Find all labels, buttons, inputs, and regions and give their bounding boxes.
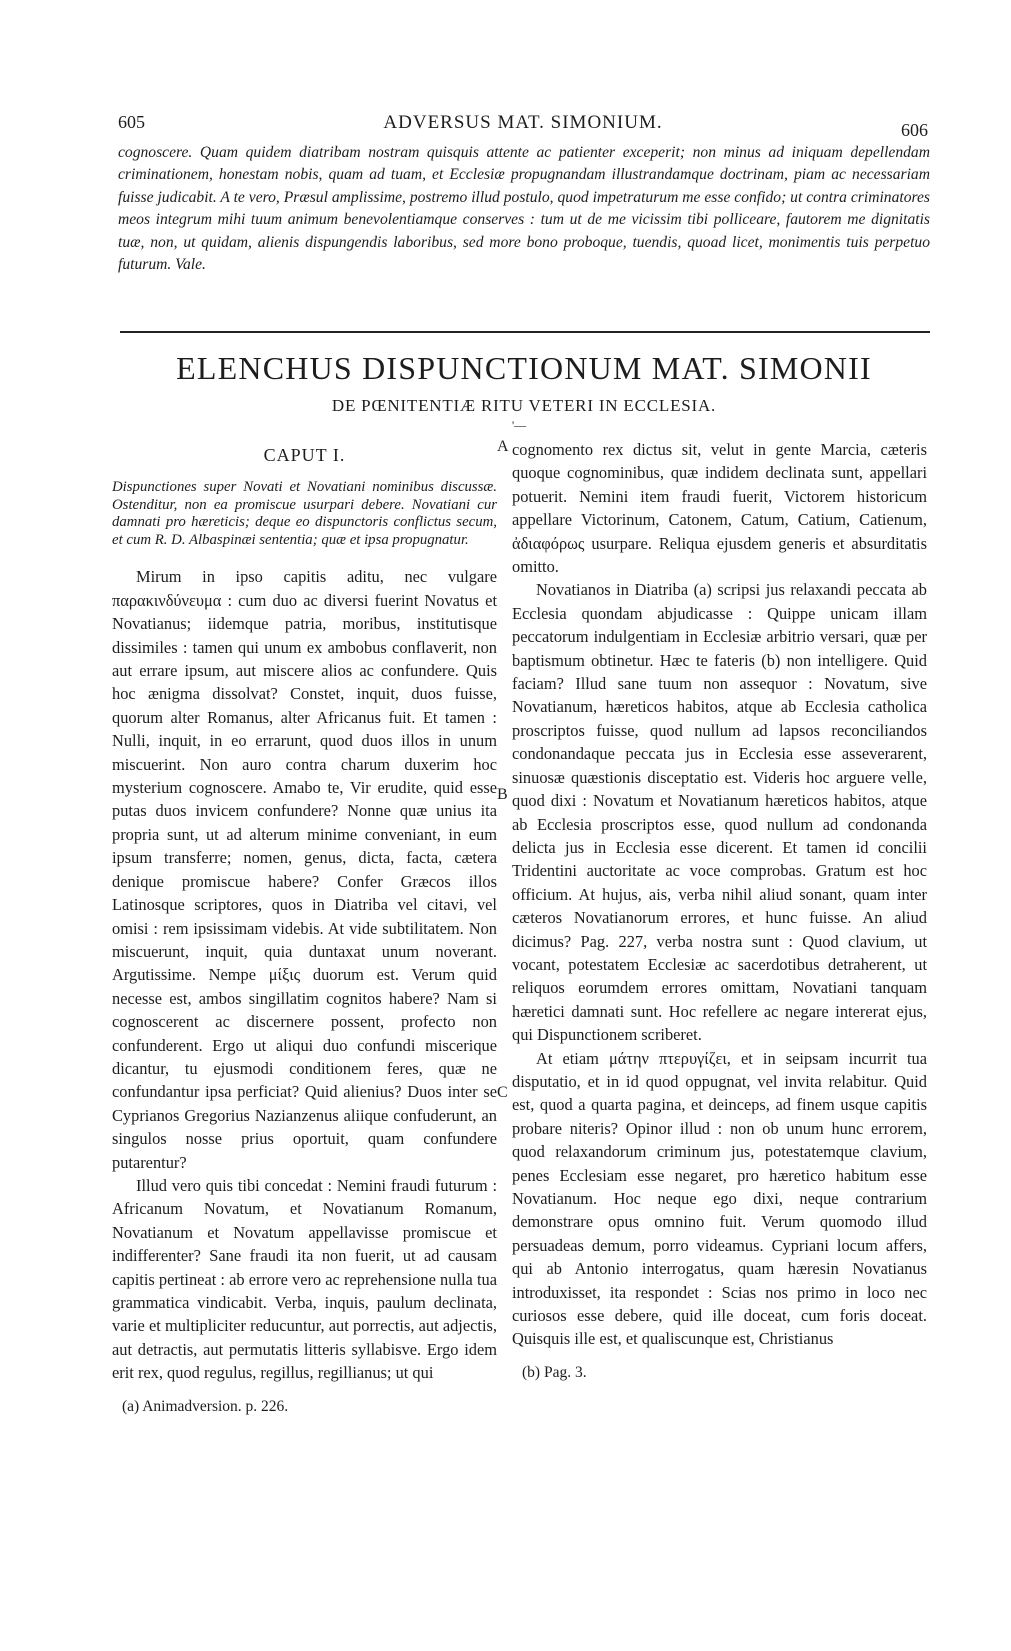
section-divider	[120, 331, 930, 333]
margin-letter-b: B	[497, 786, 508, 803]
margin-letter-c: C	[497, 1084, 508, 1101]
section-title: ELENCHUS DISPUNCTIONUM MAT. SIMONII	[176, 350, 872, 386]
left-paragraph-1: Mirum in ipso capitis aditu, nec vulgare παρακινδύνευμα : cum duo ac diversi fuerint Novatus et Novatianus; iidemque patria, moribus, institutisque dissimiles : tamen qui unum ex ambobus conflaverit, non aut errare ipsum, aut miscere alios ac confundere. Quis hoc ænigma dissolvat? Constet, inquit, duos fuisse, quorum alter Romanus, alter Africanus fuit. Et tamen : Nulli, inquit, in eo errarunt, quod duos illos in unum miscuerint. Non auro contra charum duxerim hoc mysterium cognoscere. Amabo te, Vir erudite, quid esse putas duos invicem confundere? Nonne quæ unius ita propria sunt, ut ad alterum minime conveniant, in eum ipsum transferre; nomen, genus, dicta, facta, cætera denique promiscue habere? Confer Græcos illos Latinosque scriptores, quos in Diatriba vel citavi, vel omisi : rem ipsissimam videbis. At vide subtilitatem. Non miscuerunt, inquit, quia duntaxat unum noverant. Argutissime. Nempe μίξις duorum est. Verum quid necesse est, ambos singillatim cognitos habere? Nam si cognoscerent ac discernere possent, profecto non confunderent. Ergo ut aliqui duo confundi miscerique dicantur, tu ejusmodi conditionem feres, quæ ne confundantur ipsa perficiat? Quid alienius? Duos inter se Cyprianos Gregorius Nazianzenus aliique confuderunt, an singulos nosse prius oportuit, quam confundere putarentur?	[112, 567, 497, 1172]
chapter-heading: CAPUT I.	[263, 445, 346, 465]
margin-letter-a: A	[497, 438, 509, 455]
page-number-left: 605	[118, 112, 145, 132]
ornament-mark: '—	[512, 418, 527, 432]
chapter-summary: Dispunctiones super Novati et Novatiani nominibus discussæ. Ostenditur, non ea promiscue usurpari debere. Novatiani cur damnati pro hæreticis; deque eo dispunctoris conflictus secum, et cum R. D. Albaspinæi sententia; quæ et ipsa propugnatur.	[112, 479, 497, 548]
right-paragraph-1: cognomento rex dictus sit, velut in gente Marcia, cæteris quoque cognominibus, quæ indidem declinata sunt, appellari potuerit. Nemini item fraudi fuerit, Victorem historicum appellare Victorinum, Catonem, Catum, Catium, Catienum, ἀδιαφόρως usurpare. Reliqua ejusdem generis et absurditatis omitto.	[512, 440, 927, 577]
footnote-b: (b) Pag. 3.	[522, 1363, 587, 1381]
page-number-right: 606	[901, 120, 928, 140]
running-header	[118, 112, 928, 142]
running-title: ADVERSUS MAT. SIMONIUM.	[383, 112, 663, 133]
footnote-a: (a) Animadversion. p. 226.	[122, 1397, 289, 1415]
intro-paragraph: cognoscere. Quam quidem diatribam nostram quisquis attente ac patienter exceperit; non minus ad iniquam depellendam criminationem, honestam nobis, quam ad tuam, et Ecclesiæ propugnandam illustrandamque doctrinam, piam ac necessariam fuisse judicabit. A te vero, Præsul amplissime, postremo illud postulo, quod impetraturum me esse confido; ut contra criminatores meos integrum mihi tuum animum benevolentiamque conserves : tum ut de me vicissim tibi polliceare, fautorem me dignitatis tuæ, non, ut quidam, alienis dispungendis laboribus, sed more bono proboque, tuendis, quoad licet, monimentis tuis perpetuo futurum. Vale.	[118, 144, 930, 274]
right-paragraph-3: At etiam μάτην πτερυγίζει, et in seipsam incurrit tua disputatio, et in id quod oppugnat, vel invita relabitur. Quid est, quod a quarta pagina, et deinceps, ad finem usque capitis probare niteris? Opinor illud : non ob unum hunc errorem, quod relaxandorum criminum jus, potestatemque clavium, penes Ecclesiam esse negaret, pro hæretico habitum esse Novatianum. Hoc neque ego dixi, neque contrarium demonstrare opus omnino fuit. Verum quomodo illud persuadeas demum, porro videamus. Cypriani locum affers, qui ab Antonio interrogatus, quam hæresin Novatianus introduxisset, ita respondet : Scias nos primo in loco nec curiosos esse debere, quid ille doceat, cum foris doceat. Quisquis ille est, et qualiscunque est, Christianus	[512, 1048, 927, 1349]
right-column	[512, 438, 927, 1384]
section-subtitle: DE PŒNITENTIÆ RITU VETERI IN ECCLESIA.	[331, 396, 717, 415]
left-paragraph-2: Illud vero quis tibi concedat : Nemini fraudi futurum : Africanum Novatum, et Novatianum Romanum, Novatianum et Novatum appellavisse promiscue et indifferenter? Sane fraudi ita non fuerit, ut ad causam capitis pertineat : ab errore vero ac reprehensione nulla tua grammatica vindicabit. Verba, inquis, paulum declinata, varie et multipliciter reducuntur, aut porrectis, aut adjectis, aut detractis, aut permutatis litteris syllabisve. Ergo idem erit rex, quod regulus, regillus, regillianus; ut qui	[112, 1175, 497, 1383]
right-paragraph-2: Novatianos in Diatriba (a) scripsi jus relaxandi peccata ab Ecclesia quondam abjudicasse : Quippe unicam illam peccatorum indulgentiam in Ecclesiæ arbitrio versari, quæ per baptismum obtinetur. Hæc te fateris (b) non intelligere. Quid faciam? Illud sane tuum non assequor : Novatum, sive Novatianum, hæreticos habitos, atque ab Ecclesia catholica proscriptos fuisse, quod nullum ad lapsos reconciliandos condonandaque peccata jus in Ecclesia esse asseverarent, sinuosæ quæstionis disceptatio est. Videris hoc arguere velle, quod dixi : Novatum et Novatianum hæreticos habitos, atque ab Ecclesia proscriptos esse, quod nullum ad condonanda delicta jus in Ecclesia esse dicerent. Et tamen id concilii Tridentini auctoritate ac voce comprobas. Gratum est hoc officium. At hujus, ais, verba nihil aliud sonant, quam inter cæteros Novatianorum errores, et hunc fuisse. An aliud dicimus? Pag. 227, verba nostra sunt : Quod clavium, ut vocant, potestatem Ecclesiæ ac sacerdotibus detraherent, ut reliquos eorumdem errores omittam, Novatiani tanquam hæretici damnati sunt. Hoc refellere ac negare intererat ejus, qui Dispunctionem scriberet.	[512, 580, 927, 1045]
left-column	[112, 438, 497, 1418]
